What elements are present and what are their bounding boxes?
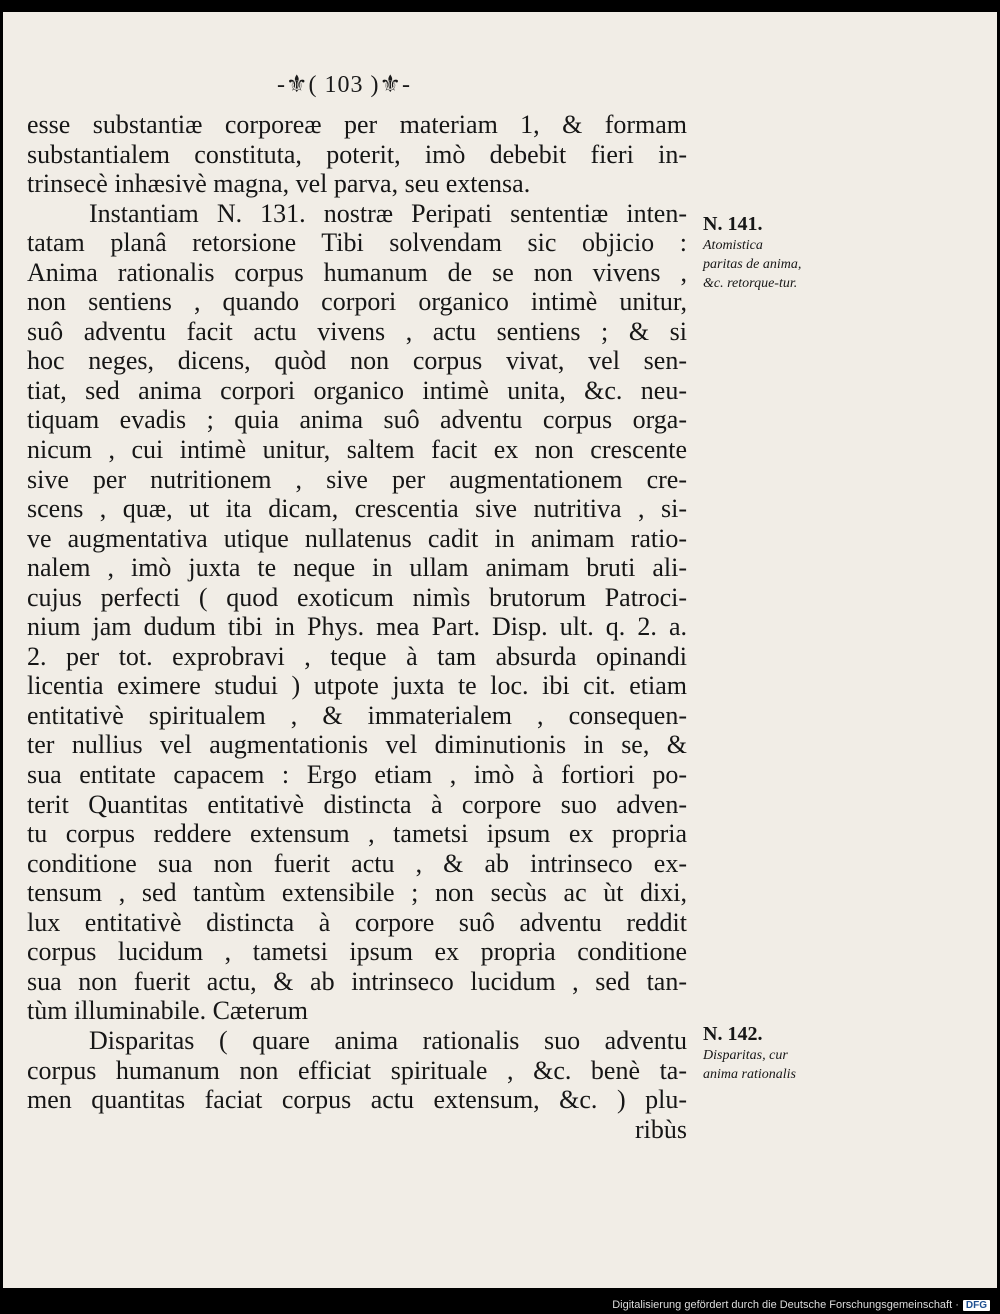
catchword: ribùs: [635, 1114, 687, 1144]
text-line: nium jam dudum tibi in Phys. mea Part. Disp. ult. q. 2. a.: [27, 612, 687, 642]
page-header-ornament: -⚜( 103 )⚜-: [277, 72, 411, 98]
text-line: cujus perfecti ( quod exoticum nimìs brutorum Patroci-: [27, 582, 687, 612]
margin-note-text: Disparitas, cur anima rationalis: [703, 1048, 796, 1082]
margin-note-number: N. 142.: [703, 1023, 763, 1045]
margin-note: [703, 1022, 803, 1084]
dfg-logo-icon: DFG: [963, 1300, 990, 1311]
text-line: tensum , sed tantùm extensibile ; non secùs ac ùt dixi,: [27, 878, 687, 908]
text-line: terit Quantitas entitativè distincta à corpore suo adven-: [27, 789, 687, 819]
text-line: Anima rationalis corpus humanum de se non vivens ,: [27, 257, 687, 287]
text-line: tatam planâ retorsione Tibi solvendam sic objicio :: [27, 228, 687, 258]
text-line: suô adventu facit actu vivens , actu sentiens ; & si: [27, 316, 687, 346]
text-line: sua entitate capacem : Ergo etiam , imò à fortiori po-: [27, 760, 687, 790]
digitization-credit: [612, 1299, 990, 1311]
text-line: hoc neges, dicens, quòd non corpus vivat, vel sen-: [27, 346, 687, 376]
text-line: scens , quæ, ut ita dicam, crescentia sive nutritiva , si-: [27, 494, 687, 524]
text-line: men quantitas faciat corpus actu extensum, &c. ) plu-: [27, 1085, 687, 1115]
text-line: licentia eximere studui ) utpote juxta te loc. ibi cit. etiam: [27, 671, 687, 701]
text-line: tùm illuminabile. Cæterum: [27, 996, 308, 1026]
margin-note: [703, 212, 803, 293]
text-line: lux entitativè distincta à corpore suô adventu reddit: [27, 907, 687, 937]
text-line: trinsecè inhæsivè magna, vel parva, seu extensa.: [27, 169, 531, 199]
text-line: 2. per tot. exprobravi , teque à tam absurda opinandi: [27, 641, 687, 671]
text-line: ve augmentativa utique nullatenus cadit in animam ratio-: [27, 523, 687, 553]
text-line: tiquam evadis ; quia anima suô adventu corpus orga-: [27, 405, 687, 435]
margin-note-text: Atomistica paritas de anima, &c. retorque-tur.: [703, 238, 802, 291]
text-line: entitativè spiritualem , & immaterialem , consequen-: [27, 700, 687, 730]
text-line: sive per nutritionem , sive per augmentationem cre-: [27, 464, 687, 494]
text-line: nalem , imò juxta te neque in ullam animam bruti ali-: [27, 553, 687, 583]
text-line: ter nullius vel augmentationis vel diminutionis in se, &: [27, 730, 687, 760]
book-page: [3, 12, 997, 1288]
text-line: Instantiam N. 131. nostræ Peripati sententiæ inten-: [89, 198, 687, 228]
text-line: non sentiens , quando corpori organico intimè unitur,: [27, 287, 687, 317]
text-line: Disparitas ( quare anima rationalis suo adventu: [89, 1025, 687, 1055]
text-line: corpus lucidum , tametsi ipsum ex propria conditione: [27, 937, 687, 967]
main-text: [27, 110, 687, 1144]
text-line: conditione sua non fuerit actu , & ab intrinseco ex-: [27, 848, 687, 878]
text-line: tiat, sed anima corpori organico intimè unita, &c. neu-: [27, 375, 687, 405]
margin-note-number: N. 141.: [703, 213, 763, 235]
text-line: esse substantiæ corporeæ per materiam 1, & formam: [27, 110, 687, 139]
text-line: substantialem constituta, poterit, imò debebit fieri in-: [27, 139, 687, 169]
text-line: sua non fuerit actu, & ab intrinseco lucidum , sed tan-: [27, 966, 687, 996]
text-line: corpus humanum non efficiat spirituale , &c. benè ta-: [27, 1055, 687, 1085]
credit-text: Digitalisierung gefördert durch die Deutsche Forschungsgemeinschaft ·: [612, 1299, 959, 1311]
text-line: nicum , cui intimè unitur, saltem facit ex non crescente: [27, 435, 687, 465]
text-line: tu corpus reddere extensum , tametsi ipsum ex propria: [27, 819, 687, 849]
